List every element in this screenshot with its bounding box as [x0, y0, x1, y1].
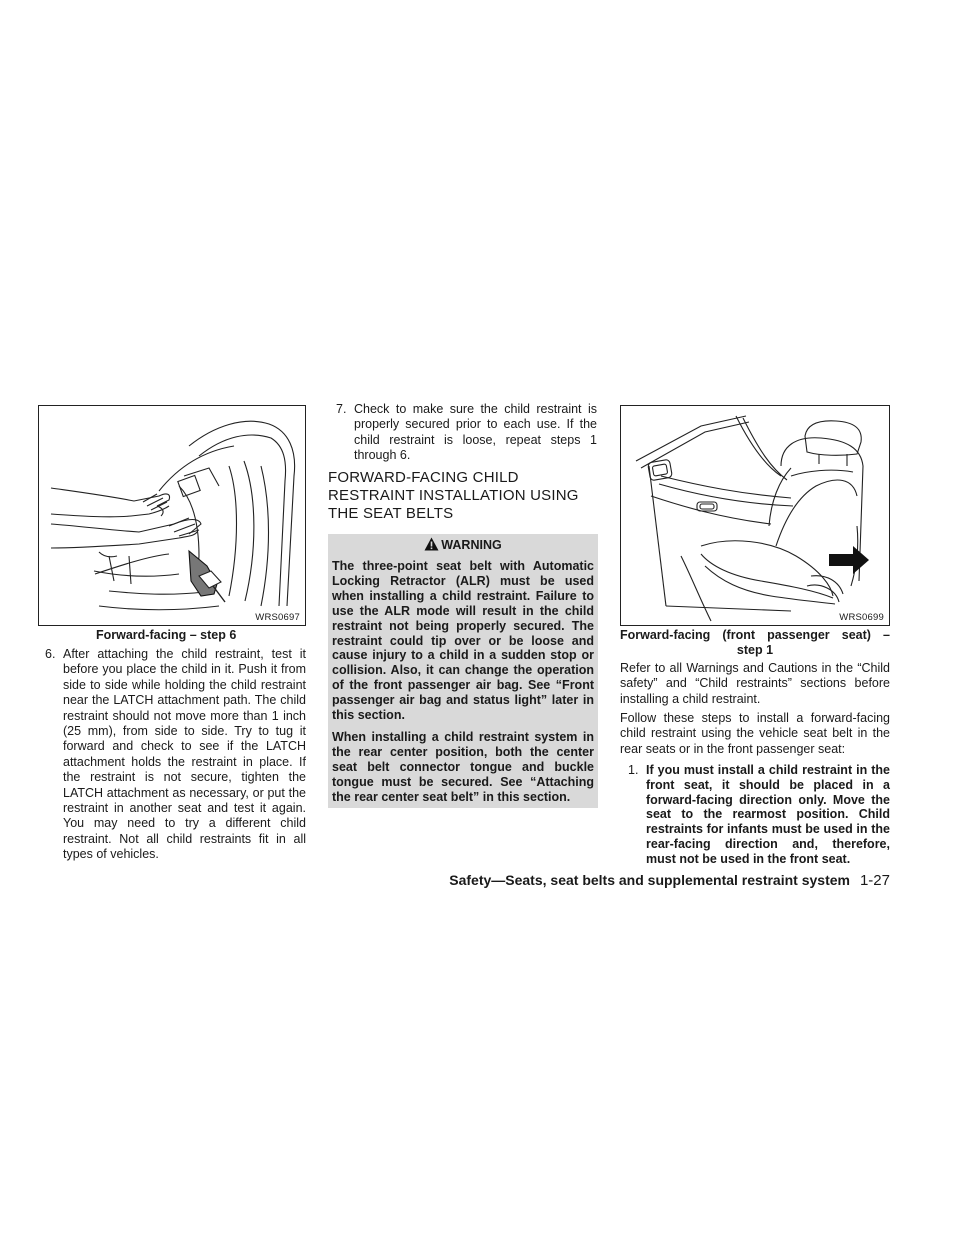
paragraph-refer: Refer to all Warnings and Cautions in the “Child safety” and “Child restraints” sections before installing a child restraint.: [620, 661, 890, 706]
front-passenger-seat-illustration: [621, 406, 889, 625]
figure-code: WRS0699: [839, 612, 884, 623]
warning-title: WARNING: [441, 538, 502, 552]
warning-header: [328, 536, 598, 556]
figure-code: WRS0697: [255, 612, 300, 623]
step-number: 7.: [336, 402, 347, 416]
footer-section-title: Safety—Seats, seat belts and supplemental restraint system: [449, 872, 850, 888]
warning-text-2: When installing a child restraint system in the rear center position, both the center seat belt connector tongue and buckle tongue must be secured. See “Attaching the rear center seat belt” in this section.: [332, 730, 594, 804]
paragraph-follow: Follow these steps to install a forward-facing child restraint using the vehicle seat belt in the rear seats or in the front passenger seat:: [620, 711, 890, 756]
step-text: After attaching the child restraint, test it before you place the child in it. Push it from side to side while holding the child restraint near the LATCH attachment path. The child restraint should not move more than 1 inch (25 mm), from side to side. Try to tug it forward and check to see if the LATCH attachment holds the restraint in place. If the restraint is not secure, tighten the LATCH attachment as necessary, or put the restraint in another seat and test it again. You may need to try a different child restraint. Not all child restraints fit in all types of vehicles.: [63, 647, 306, 862]
step-text: If you must install a child restraint in the front seat, it should be placed in a forward-facing direction only. Move the seat to the rearmost position. Child restraints for infants must be used in the rear-facing direction and, therefore, must not be used in the front seat.: [646, 763, 890, 866]
figure-forward-facing-step6: [38, 405, 306, 626]
child-restraint-latch-illustration: [39, 406, 305, 625]
figure-front-passenger-step1: [620, 405, 890, 626]
warning-text-1: The three-point seat belt with Automatic Locking Retractor (ALR) must be used when installing a child restraint. Failure to use the ALR mode will result in the child restraint not being properly secured. The restraint could tip over or be loose and cause injury to a child in a sudden stop or collision. Also, it can change the operation of the front passenger air bag. See “Front passenger air bag and status light” later in this section.: [332, 559, 594, 723]
caption-line: step 1: [736, 643, 774, 657]
page-number: 1-27: [859, 872, 890, 889]
heading-line: FORWARD-FACING CHILD: [328, 469, 519, 486]
section-heading: [328, 469, 598, 523]
step-number: 6.: [45, 647, 56, 661]
figure-caption: Forward-facing – step 6: [96, 628, 237, 642]
heading-line: RESTRAINT INSTALLATION USING: [328, 487, 579, 504]
step-number: 1.: [628, 763, 639, 777]
caption-line: Forward-facing (front passenger seat) –: [620, 628, 890, 642]
warning-box: [328, 534, 598, 808]
heading-line: THE SEAT BELTS: [328, 505, 454, 522]
warning-triangle-icon: [424, 537, 439, 556]
figure-caption: [620, 628, 890, 658]
step-text: Check to make sure the child restraint is properly secured prior to each use. If the child restraint is loose, repeat steps 1 through 6.: [354, 402, 597, 463]
page-footer: [449, 872, 890, 889]
